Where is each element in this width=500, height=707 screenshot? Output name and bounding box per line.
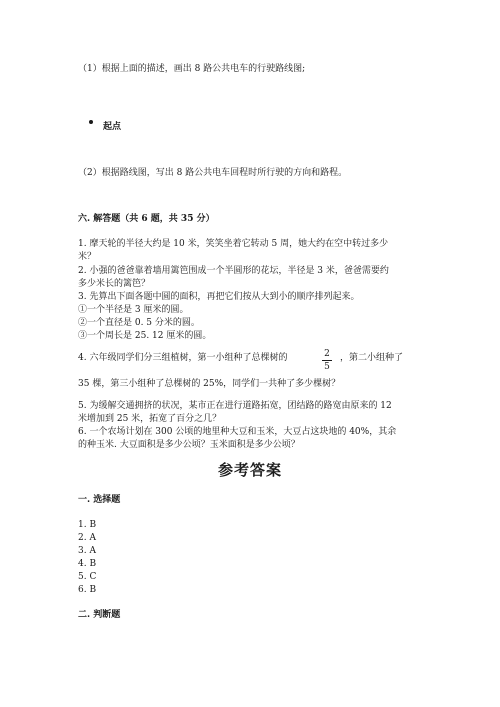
fraction-denominator: 5: [324, 362, 330, 372]
start-point-dot: [89, 120, 93, 124]
question-draw-route: （1）根据上面的描述，画出 8 路公共电车的行驶路线图;: [78, 64, 306, 74]
answer-item: 2. A: [78, 533, 96, 543]
fraction-bar: [322, 360, 332, 361]
start-point-label: 起点: [103, 122, 122, 132]
question-return-route: （2）根据路线图，写出 8 路公共电车回程时所行驶的方向和路程。: [78, 168, 348, 178]
answers-section2-heading: 二. 判断题: [78, 610, 121, 620]
problem-line: 米增加到 25 米，拓宽了百分之几？: [78, 414, 222, 424]
problem-line: 1. 摩天轮的半径大约是 10 米，笑笑坐着它转动 5 周，她大约在空中转过多少: [78, 239, 389, 249]
problem-line: ③一个周长是 25. 12 厘米的圆。: [78, 331, 212, 341]
problem-line: 的种玉米. 大豆面积是多少公顷？玉米面积是多少公顷？: [78, 440, 300, 450]
answer-item: 6. B: [78, 585, 97, 595]
answers-section1-heading: 一. 选择题: [78, 495, 121, 505]
fraction-two-fifths: [322, 349, 332, 372]
problem-line: 5. 为缓解交通拥挤的状况，某市正在进行道路拓宽，团结路的路宽由原来的 12: [78, 401, 392, 411]
problem-line: ①一个半径是 3 厘米的圆。: [78, 305, 189, 315]
problem-line: 6. 一个农场计划在 300 公顷的地里种大豆和玉米，大豆占这块地的 40%，其余: [78, 427, 397, 437]
answer-item: 5. C: [78, 572, 97, 582]
fraction-numerator: 2: [324, 349, 330, 359]
problem-4-text: 4. 六年级同学们分三组植树，第一小组种了总棵树的: [78, 353, 288, 363]
answer-item: 3. A: [78, 546, 96, 556]
problem-line: 米？: [78, 252, 97, 262]
answer-item: 4. B: [78, 559, 97, 569]
problem-4-line2: 35 棵，第三小组种了总棵树的 25%，同学们一共种了多少棵树？: [78, 379, 341, 389]
section6-heading: 六. 解答题（共 6 题，共 35 分）: [78, 214, 215, 224]
problem-line: 多少米长的篱笆？: [78, 279, 151, 289]
answer-item: 1. B: [78, 520, 97, 530]
problem-line: 2. 小强的爸爸靠着墙用篱笆围成一个半圆形的花坛，半径是 3 米，爸爸需要约: [78, 266, 389, 276]
problem-line: 3. 先算出下面各题中圆的面积，再把它们按从大到小的顺序排列起来。: [78, 292, 360, 302]
answers-title: 参考答案: [217, 461, 282, 479]
problem-4-text-cont: ，第二小组种了: [340, 353, 404, 363]
problem-line: ②一个直径是 0. 5 分米的圆。: [78, 318, 200, 328]
